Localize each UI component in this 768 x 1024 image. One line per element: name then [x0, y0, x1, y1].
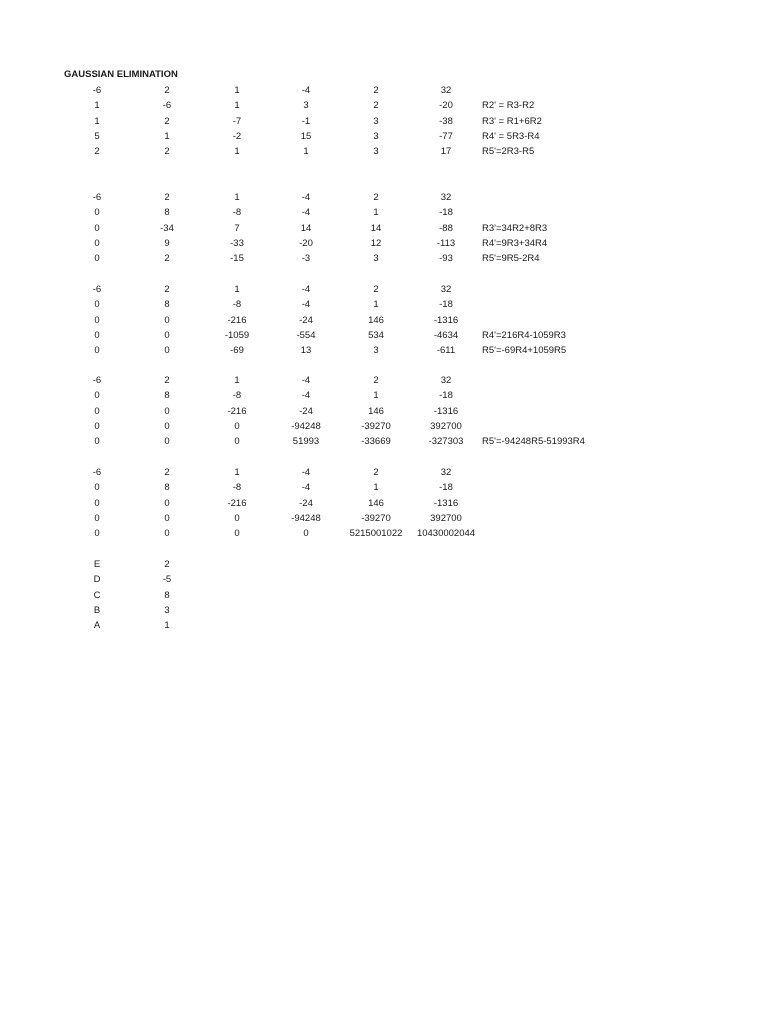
matrix-cell: -4	[301, 284, 311, 295]
matrix-cell: -15	[230, 253, 244, 265]
matrix-row	[62, 251, 622, 266]
variable-value: -5	[162, 574, 172, 586]
matrix-cell: 0	[94, 436, 100, 448]
matrix-cell: 146	[368, 314, 384, 326]
matrix-cell: 32	[440, 467, 452, 478]
matrix-cell: 12	[370, 237, 382, 249]
matrix-row	[62, 144, 622, 159]
solution-row	[62, 572, 622, 587]
matrix-cell: 2	[164, 192, 170, 203]
matrix-cell: 3	[303, 100, 309, 112]
matrix-row	[62, 205, 622, 220]
matrix-cell: 0	[94, 299, 100, 311]
matrix-cell: -216	[227, 314, 247, 326]
matrix-cell: -4	[301, 207, 311, 219]
matrix-cell: 3	[373, 253, 379, 265]
matrix-row	[62, 221, 622, 236]
solution-block	[62, 557, 622, 633]
matrix-cell: -18	[439, 390, 453, 402]
variable-name: B	[93, 604, 101, 616]
matrix-row	[62, 98, 622, 113]
row-operation-note: R5'=-94248R5-51993R4	[482, 436, 585, 448]
row-operation-note: R2' = R3-R2	[482, 100, 535, 112]
variable-name: E	[93, 559, 101, 570]
matrix-block-5	[62, 465, 622, 541]
matrix-row	[62, 480, 622, 495]
matrix-cell: 0	[94, 528, 100, 540]
matrix-row	[62, 496, 622, 511]
matrix-cell: -39270	[361, 512, 391, 524]
matrix-cell: -4	[301, 192, 311, 203]
variable-value: 8	[164, 589, 170, 601]
matrix-row	[62, 511, 622, 526]
matrix-cell: -24	[299, 497, 313, 509]
matrix-cell: 0	[94, 253, 100, 265]
matrix-cell: -34	[160, 222, 174, 234]
matrix-cell: -24	[299, 314, 313, 326]
matrix-cell: 1	[234, 375, 240, 386]
matrix-cell: -1316	[433, 405, 459, 417]
matrix-cell: -33669	[361, 436, 391, 448]
matrix-row	[62, 190, 622, 205]
matrix-cell: 0	[234, 420, 240, 432]
matrix-cell: -327303	[428, 436, 464, 448]
matrix-cell: 51993	[292, 436, 320, 448]
matrix-row	[62, 83, 622, 98]
matrix-cell: 1	[234, 100, 240, 112]
matrix-cell: -3	[301, 253, 311, 265]
matrix-cell: -1316	[433, 314, 459, 326]
matrix-cell: 1	[94, 100, 100, 112]
matrix-cell: 1	[373, 207, 379, 219]
matrix-block-3	[62, 282, 622, 358]
matrix-block-4	[62, 373, 622, 449]
matrix-row	[62, 388, 622, 403]
row-operation-note: R5'=2R3-R5	[482, 146, 535, 158]
matrix-cell: -8	[232, 299, 242, 311]
matrix-cell: 0	[164, 329, 170, 341]
matrix-cell: -20	[439, 100, 453, 112]
variable-value: 1	[164, 620, 170, 632]
matrix-cell: 17	[440, 146, 452, 158]
matrix-cell: -1059	[224, 329, 250, 341]
matrix-cell: -8	[232, 482, 242, 494]
matrix-cell: 0	[94, 222, 100, 234]
matrix-cell: -18	[439, 299, 453, 311]
matrix-cell: -8	[232, 390, 242, 402]
matrix-cell: -4	[301, 85, 311, 96]
matrix-cell: -1	[301, 115, 311, 127]
matrix-cell: 32	[440, 192, 452, 203]
matrix-cell: 392700	[430, 420, 462, 432]
matrix-cell: 3	[373, 345, 379, 357]
matrix-cell: -611	[436, 345, 456, 357]
variable-value: 2	[164, 559, 170, 570]
row-operation-note: R5'=9R5-2R4	[482, 253, 540, 265]
matrix-cell: -18	[439, 207, 453, 219]
matrix-cell: 32	[440, 85, 452, 96]
matrix-row	[62, 419, 622, 434]
matrix-cell: -94248	[291, 512, 321, 524]
matrix-row	[62, 465, 622, 480]
matrix-cell: -4	[301, 482, 311, 494]
matrix-cell: 0	[164, 528, 170, 540]
matrix-cell: 1	[234, 284, 240, 295]
matrix-row	[62, 526, 622, 541]
row-operation-note: R4'=9R3+34R4	[482, 237, 548, 249]
matrix-cell: 534	[368, 329, 384, 341]
matrix-cell: 0	[94, 420, 100, 432]
matrix-row	[62, 129, 622, 144]
matrix-cell: -2	[232, 130, 242, 142]
matrix-cell: -69	[230, 345, 244, 357]
variable-value: 3	[164, 604, 170, 616]
matrix-cell: 2	[164, 146, 170, 158]
matrix-cell: -6	[162, 100, 172, 112]
matrix-cell: -88	[439, 222, 453, 234]
matrix-cell: 14	[370, 222, 382, 234]
matrix-row	[62, 404, 622, 419]
matrix-cell: -24	[299, 405, 313, 417]
matrix-block-2	[62, 190, 622, 266]
matrix-cell: 5215001022	[349, 528, 403, 540]
matrix-cell: 10430002044	[416, 528, 476, 540]
matrix-cell: -77	[439, 130, 453, 142]
matrix-cell: 0	[94, 345, 100, 357]
matrix-cell: -1316	[433, 497, 459, 509]
solution-row	[62, 557, 622, 572]
matrix-cell: -94248	[291, 420, 321, 432]
matrix-row	[62, 297, 622, 312]
matrix-cell: -6	[92, 375, 102, 386]
matrix-cell: -39270	[361, 420, 391, 432]
matrix-cell: -216	[227, 405, 247, 417]
matrix-cell: -38	[439, 115, 453, 127]
matrix-cell: 0	[164, 314, 170, 326]
matrix-cell: 0	[234, 528, 240, 540]
matrix-cell: 2	[164, 467, 170, 478]
matrix-cell: 0	[164, 512, 170, 524]
matrix-cell: -6	[92, 284, 102, 295]
matrix-cell: 0	[94, 207, 100, 219]
matrix-cell: 0	[164, 405, 170, 417]
matrix-cell: 0	[94, 329, 100, 341]
matrix-row	[62, 434, 622, 449]
matrix-cell: 0	[234, 436, 240, 448]
matrix-row	[62, 236, 622, 251]
matrix-cell: 3	[373, 115, 379, 127]
matrix-cell: 2	[373, 284, 379, 295]
matrix-cell: -4	[301, 299, 311, 311]
row-operation-note: R4' = 5R3-R4	[482, 130, 540, 142]
matrix-cell: -554	[296, 329, 316, 341]
matrix-cell: 1	[373, 390, 379, 402]
matrix-cell: 0	[94, 512, 100, 524]
matrix-cell: 15	[300, 130, 312, 142]
matrix-cell: -4	[301, 467, 311, 478]
matrix-row	[62, 373, 622, 388]
matrix-cell: 0	[164, 497, 170, 509]
matrix-cell: 13	[300, 345, 312, 357]
row-operation-note: R4'=216R4-1059R3	[482, 329, 566, 341]
solution-row	[62, 603, 622, 618]
matrix-cell: 8	[164, 390, 170, 402]
solution-row	[62, 618, 622, 633]
variable-name: C	[93, 589, 101, 601]
matrix-cell: 0	[94, 482, 100, 494]
matrix-cell: 0	[234, 512, 240, 524]
matrix-cell: 2	[164, 85, 170, 96]
matrix-cell: 7	[234, 222, 240, 234]
row-operation-note: R3' = R1+6R2	[482, 115, 542, 127]
matrix-cell: -33	[230, 237, 244, 249]
matrix-cell: 1	[373, 299, 379, 311]
matrix-cell: 2	[373, 467, 379, 478]
variable-name: A	[93, 620, 101, 632]
matrix-cell: 2	[164, 115, 170, 127]
matrix-cell: 2	[164, 284, 170, 295]
matrix-cell: 146	[368, 405, 384, 417]
matrix-cell: -8	[232, 207, 242, 219]
matrix-cell: 146	[368, 497, 384, 509]
matrix-cell: 1	[303, 146, 309, 158]
matrix-cell: 2	[164, 253, 170, 265]
matrix-cell: -6	[92, 467, 102, 478]
matrix-cell: 2	[373, 375, 379, 386]
matrix-cell: 1	[373, 482, 379, 494]
solution-row	[62, 588, 622, 603]
matrix-cell: 1	[94, 115, 100, 127]
page-title: GAUSSIAN ELIMINATION	[64, 69, 178, 80]
matrix-cell: 2	[94, 146, 100, 158]
matrix-cell: -7	[232, 115, 242, 127]
matrix-cell: 2	[373, 100, 379, 112]
matrix-cell: 5	[94, 130, 100, 142]
matrix-cell: 1	[234, 192, 240, 203]
matrix-cell: 0	[94, 314, 100, 326]
matrix-cell: 8	[164, 482, 170, 494]
matrix-cell: 14	[300, 222, 312, 234]
matrix-row	[62, 328, 622, 343]
matrix-cell: 0	[303, 528, 309, 540]
matrix-cell: 2	[164, 375, 170, 386]
matrix-cell: 392700	[430, 512, 462, 524]
matrix-cell: 0	[94, 497, 100, 509]
matrix-cell: 0	[94, 405, 100, 417]
matrix-cell: -113	[436, 237, 456, 249]
matrix-cell: -4634	[433, 329, 459, 341]
matrix-cell: 3	[373, 130, 379, 142]
matrix-cell: 1	[234, 85, 240, 96]
matrix-cell: -20	[299, 237, 313, 249]
matrix-cell: 0	[94, 390, 100, 402]
matrix-cell: 8	[164, 299, 170, 311]
matrix-cell: -18	[439, 482, 453, 494]
matrix-cell: 2	[373, 85, 379, 96]
matrix-cell: 1	[164, 130, 170, 142]
matrix-cell: -93	[439, 253, 453, 265]
matrix-cell: 0	[164, 345, 170, 357]
matrix-cell: -216	[227, 497, 247, 509]
matrix-cell: -4	[301, 375, 311, 386]
matrix-cell: 1	[234, 467, 240, 478]
matrix-cell: 0	[164, 436, 170, 448]
matrix-cell: 32	[440, 375, 452, 386]
matrix-cell: 0	[164, 420, 170, 432]
matrix-cell: 1	[234, 146, 240, 158]
matrix-cell: -6	[92, 85, 102, 96]
matrix-row	[62, 114, 622, 129]
matrix-cell: 2	[373, 192, 379, 203]
matrix-block-1	[62, 83, 622, 159]
matrix-row	[62, 313, 622, 328]
matrix-cell: 0	[94, 237, 100, 249]
row-operation-note: R3'=34R2+8R3	[482, 222, 548, 234]
matrix-cell: -6	[92, 192, 102, 203]
matrix-cell: 32	[440, 284, 452, 295]
variable-name: D	[93, 574, 101, 586]
matrix-cell: 9	[164, 237, 170, 249]
matrix-cell: -4	[301, 390, 311, 402]
matrix-row	[62, 343, 622, 358]
matrix-row	[62, 282, 622, 297]
matrix-cell: 8	[164, 207, 170, 219]
row-operation-note: R5'=-69R4+1059R5	[482, 345, 567, 357]
matrix-cell: 3	[373, 146, 379, 158]
